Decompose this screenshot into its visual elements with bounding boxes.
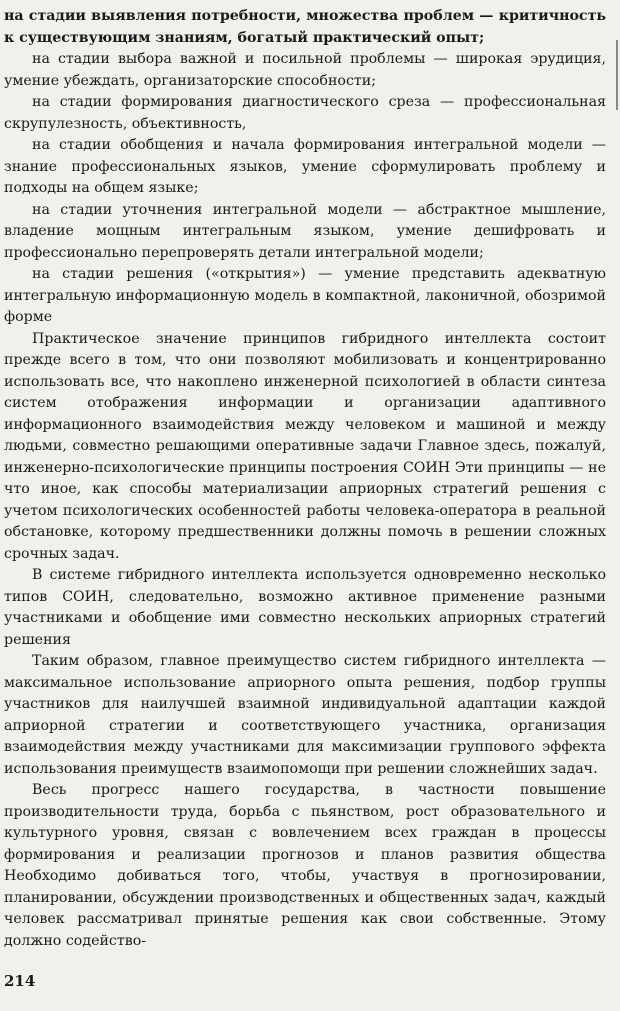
paragraph: на стадии выбора важной и посильной проблемы — широкая эрудиция, умение убеждать, организаторские способности; — [4, 51, 606, 89]
paragraph: В системе гибридного интеллекта используется одновременно несколько типов СОИН, следовательно, возможно активное применение разными участниками и обобщение ими совместно нескольких априорных стратегий решения — [4, 567, 606, 648]
paragraph: на стадии обобщения и начала формирования интегральной модели — знание профессиональных языков, умение сформулировать проблему и подходы на общем языке; — [4, 137, 606, 196]
page-edge-mark — [616, 40, 618, 110]
page-number: 214 — [4, 972, 36, 990]
paragraph: Весь прогресс нашего государства, в частности повышение производительности труда, борьба с пьянством, рост образовательного и культурного уровня, связан с вовлечением всех граждан в процессы формирования и реализации прогнозов и планов развития общества Необходимо добиваться того, чтобы, участвуя в прогнозировании, планировании, обсуждении производственных и общественных задач, каждый человек рассматривал принятые решения как свои собственные. Этому должно содейство- — [4, 782, 606, 949]
paragraph: Практическое значение принципов гибридного интеллекта состоит прежде всего в том, что они позволяют мобилизовать и концентрированно использовать все, что накоплено инженерной психологией в области синтеза систем отображения информации и организации адаптивного информационного взаимодействия между человеком и машиной и между людьми, совместно решающими оперативные задачи Главное здесь, пожалуй, инженерно-психологические принципы построения СОИН Эти принципы — не что иное, как способы материализации априорных стратегий решения с учетом психологических особенностей работы человека-оператора в реальной обстановке, которому предшественники должны помочь в решении сложных срочных задач. — [4, 330, 606, 562]
paragraph: на стадии решения («открытия») — умение представить адекватную интегральную информационную модель в компактной, лаконичной, обозримой форме — [4, 266, 606, 325]
body-text — [4, 6, 606, 952]
paragraph: Таким образом, главное преимущество систем гибридного интеллекта — максимальное использование априорного опыта решения, подбор группы участников для наилучшей взаимной индивидуальной адаптации каждой априорной стратегии и соответствующего участника, организация взаимодействия между участниками для максимизации группового эффекта использования преимуществ взаимопомощи при решении сложнейших задач. — [4, 653, 606, 777]
paragraph: на стадии выявления потребности, множества проблем — критичность к существующим знаниям, богатый практический опыт; — [4, 8, 606, 46]
paragraph: на стадии формирования диагностического среза — профессиональная скрупулезность, объективность, — [4, 94, 606, 132]
paragraph: на стадии уточнения интегральной модели — абстрактное мышление, владение мощным интегральным языком, умение дешифровать и профессионально перепроверять детали интегральной модели; — [4, 201, 606, 261]
